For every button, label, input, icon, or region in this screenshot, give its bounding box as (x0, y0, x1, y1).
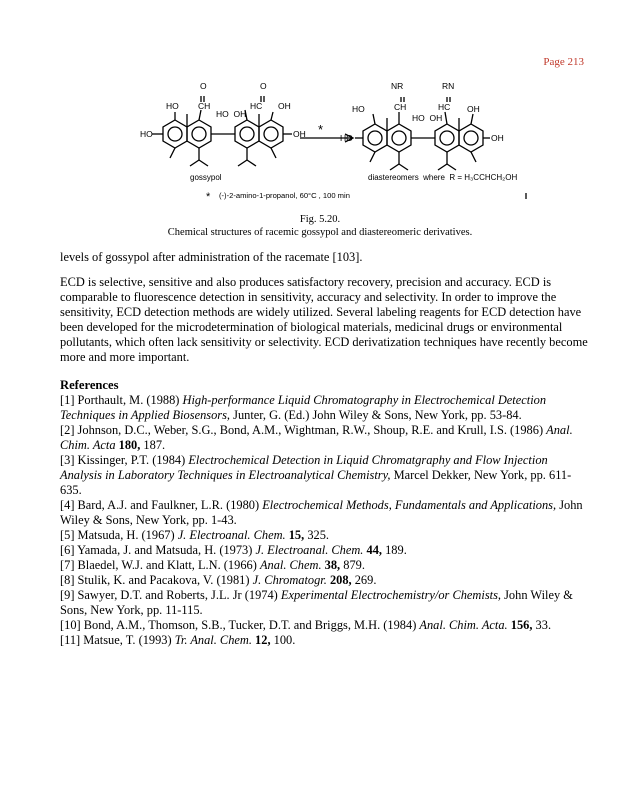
reference-title: Anal. Chem. (259, 558, 322, 572)
left-hc: HC (250, 101, 263, 111)
reference-volume: 156, (510, 618, 533, 632)
reference-item (60, 423, 592, 453)
reference-title: Anal. Chim. Acta. (419, 618, 508, 632)
reference-title: J. Chromatogr. (252, 573, 327, 587)
reagent-note: (-)-2-amino-1-propanol, 60°C , 100 min (219, 191, 350, 200)
reference-item (60, 633, 592, 648)
reference-title: Tr. Anal. Chem. (174, 633, 252, 647)
reference-authors: [5] Matsuda, H. (1967) (60, 528, 178, 542)
right-ho-top: HO (352, 104, 365, 114)
page-number: Page 213 (543, 56, 584, 68)
reference-authors: [7] Blaedel, W.J. and Klatt, L.N. (1966) (60, 558, 260, 572)
reference-title: J. Electroanal. Chem. (255, 543, 364, 557)
left-ring-3 (235, 120, 259, 148)
reference-item (60, 543, 592, 558)
reference-authors: [9] Sawyer, D.T. and Roberts, J.L. Jr (1974) (60, 588, 281, 602)
reference-authors: [3] Kissinger, P.T. (1984) (60, 453, 189, 467)
left-ring-4 (259, 120, 283, 148)
references-heading: References (60, 378, 119, 392)
reference-item (60, 393, 592, 423)
reference-details: 100. (270, 633, 296, 647)
reference-list (60, 393, 592, 648)
reference-authors: [10] Bond, A.M., Thomson, S.B., Tucker, D.T. and Briggs, M.H. (1984) (60, 618, 420, 632)
reference-authors: [2] Johnson, D.C., Weber, S.G., Bond, A.M., Wightman, R.W., Shoup, R.E. and Krull, I.S. (1986) (60, 423, 547, 437)
reference-details: 33. (532, 618, 552, 632)
left-ring-2 (187, 120, 211, 148)
left-top-o-1: O (200, 81, 207, 91)
reference-volume: 208, (329, 573, 352, 587)
continuation-text: levels of gossypol after administration of the racemate [103]. (60, 250, 363, 264)
reference-item (60, 618, 592, 633)
reference-item (60, 588, 592, 618)
right-oh-side: OH (491, 133, 504, 143)
reference-details: 879. (340, 558, 365, 572)
reference-title: Anal. Chim. Acta (60, 423, 573, 452)
reference-title: J. Electroanal. Chem. (177, 528, 286, 542)
right-ring-2 (387, 124, 411, 152)
reference-volume: 180, (118, 438, 141, 452)
reference-authors: [8] Stulik, K. and Pacakova, V. (1981) (60, 573, 253, 587)
right-nr: NR (391, 81, 404, 91)
reaction-asterisk: * (318, 122, 324, 137)
left-ho-side: HO (140, 129, 153, 139)
reagent-asterisk: * (206, 191, 211, 203)
right-hc: HC (438, 102, 451, 112)
right-ho-oh-mid: HO OH (412, 113, 443, 123)
right-ho-side: HO (340, 133, 353, 143)
reference-volume: 44, (366, 543, 383, 557)
right-ring-3 (435, 124, 459, 152)
reference-item (60, 498, 592, 528)
reference-title: High-performance Liquid Chromatography in Electrochemical Detection Techniques in Applied Biosensors, (60, 393, 547, 422)
reference-title: Experimental Electrochemistry/or Chemists, (280, 588, 502, 602)
left-ring-1 (163, 120, 187, 148)
structure-diagram (140, 76, 590, 210)
reference-volume: 12, (255, 633, 271, 647)
reference-details: Junter, G. (Ed.) John Wiley & Sons, New York, pp. 53-84. (230, 408, 522, 422)
left-ho-top: HO (166, 101, 179, 111)
reference-title: Electrochemical Methods, Fundamentals and Applications, (262, 498, 557, 512)
page-body (60, 250, 592, 648)
figure-number: Fig. 5.20. (299, 214, 341, 225)
left-top-o-2: O (260, 81, 267, 91)
reference-details: 269. (351, 573, 377, 587)
left-oh-top: OH (278, 101, 291, 111)
chemical-structure-figure (140, 76, 590, 210)
reference-volume: 15, (288, 528, 305, 542)
diastereomers-label: diastereomers where R = H₃CCHCH₂OH (368, 173, 518, 182)
reference-item (60, 453, 592, 498)
reference-authors: [6] Yamada, J. and Matsuda, H. (1973) (60, 543, 256, 557)
reference-item (60, 558, 592, 573)
right-ring-1 (363, 124, 387, 152)
right-rn: RN (442, 81, 455, 91)
right-oh-top: OH (467, 104, 480, 114)
reference-item (60, 528, 592, 543)
reference-details: John Wiley & Sons, New York, pp. 11-115. (60, 588, 573, 617)
reference-authors: [4] Bard, A.J. and Faulkner, L.R. (1980) (60, 498, 263, 512)
reference-title: Electrochemical Detection in Liquid Chromatgraphy and Flow Injection Analysis in Laboratory Techniques in Electroanalytical Chemistry, (60, 453, 548, 482)
body-paragraph: ECD is selective, sensitive and also produces satisfactory recovery, precision and accuracy. ECD is comparable to fluorescence detection in sensitivity, accuracy and selectivity. In order to improve the sensitivity, ECD detection methods are widely utilized. Several labeling reagents for ECD detection have been developed for the microdetermination of biological materials, medicinal drugs or environmental pollutants, which often lack sensitivity or selectivity. ECD derivatization techniques have recently become more and more important. (60, 275, 588, 364)
reference-details: Marcel Dekker, New York, pp. 611-635. (60, 468, 572, 497)
reference-details: John Wiley & Sons, New York, pp. 1-43. (60, 498, 583, 527)
reference-details: 189. (382, 543, 407, 557)
right-ch: CH (394, 102, 407, 112)
reference-authors: [11] Matsue, T. (1993) (60, 633, 175, 647)
reference-details: 325. (304, 528, 330, 542)
left-ho-oh-mid: HO OH (216, 109, 247, 119)
reference-authors: [1] Porthault, M. (1988) (60, 393, 183, 407)
left-ch: CH (198, 101, 211, 111)
right-ring-4 (459, 124, 483, 152)
figure-caption: Chemical structures of racemic gossypol and diastereomeric derivatives. (167, 227, 473, 238)
gossypol-label: gossypol (190, 173, 222, 182)
reference-volume: 38, (324, 558, 341, 572)
reference-item (60, 573, 592, 588)
left-oh-side: OH (293, 129, 306, 139)
reference-details: 187. (140, 438, 166, 452)
